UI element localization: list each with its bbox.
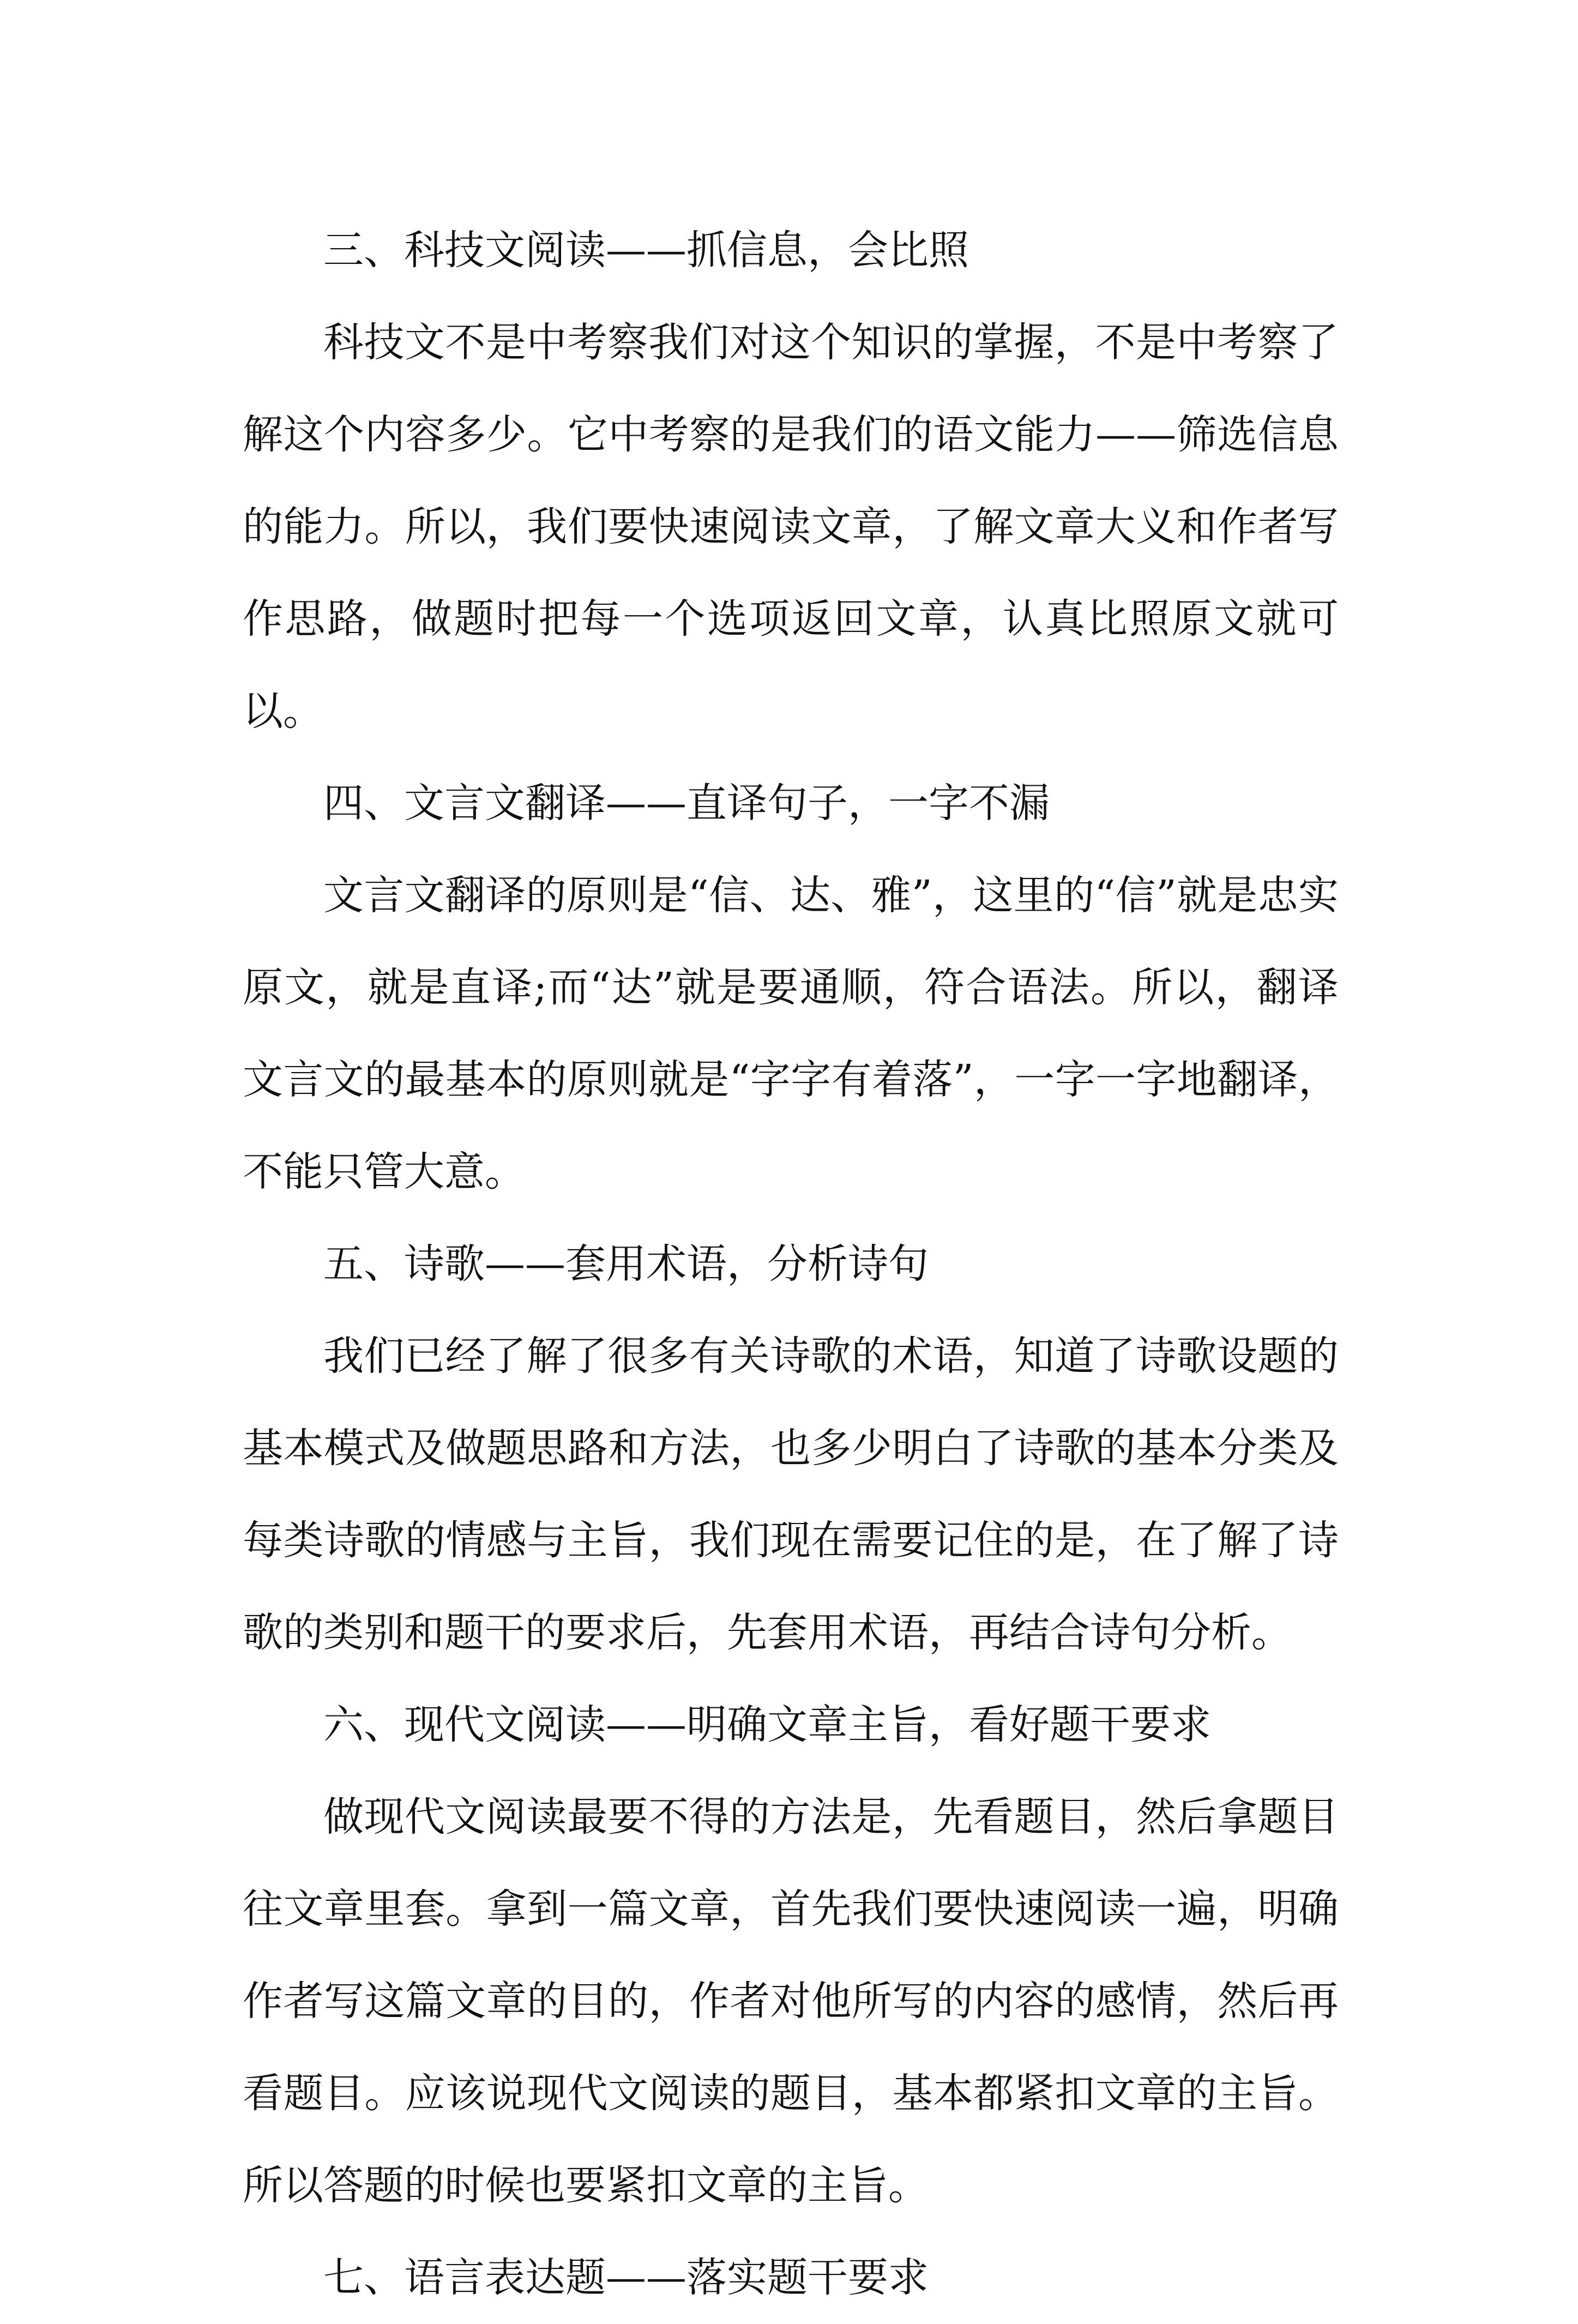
section-body-3: 科技文不是中考察我们对这个知识的掌握，不是中考察了解这个内容多少。它中考察的是我们的语文能力——筛选信息的能力。所以，我们要快速阅读文章，了解文章大义和作者写作思路，做题时把每一个选项返回文章，认真比照原文就可以。 bbox=[243, 319, 1339, 734]
section-body-4: 文言文翻译的原则是“信、达、雅”，这里的“信”就是忠实原文，就是直译;而“达”就是要通顺，符合语法。所以，翻译文言文的最基本的原则就是“字字有着落”，一字一字地翻译，不能只管大意。 bbox=[243, 872, 1339, 1195]
section-heading-7: 七、语言表达题——落实题干要求 bbox=[323, 2254, 929, 2301]
document-page bbox=[243, 204, 1339, 2324]
section-body-5: 我们已经了解了很多有关诗歌的术语，知道了诗歌设题的基本模式及做题思路和方法，也多少明白了诗歌的基本分类及每类诗歌的情感与主旨，我们现在需要记住的是，在了解了诗歌的类别和题干的要求后，先套用术语，再结合诗句分析。 bbox=[243, 1333, 1339, 1656]
section-heading-6: 六、现代文阅读——明确文章主旨，看好题干要求 bbox=[323, 1701, 1211, 1748]
section-heading-4: 四、文言文翻译——直译句子，一字不漏 bbox=[323, 780, 1050, 827]
section-heading-5: 五、诗歌——套用术语，分析诗句 bbox=[323, 1241, 929, 1287]
section-heading-3: 三、科技文阅读——抓信息，会比照 bbox=[323, 227, 969, 274]
section-body-6: 做现代文阅读最要不得的方法是，先看题目，然后拿题目往文章里套。拿到一篇文章，首先我们要快速阅读一遍，明确作者写这篇文章的目的，作者对他所写的内容的感情，然后再看题目。应该说现代文阅读的题目，基本都紧扣文章的主旨。所以答题的时候也要紧扣文章的主旨。 bbox=[243, 1793, 1339, 2209]
